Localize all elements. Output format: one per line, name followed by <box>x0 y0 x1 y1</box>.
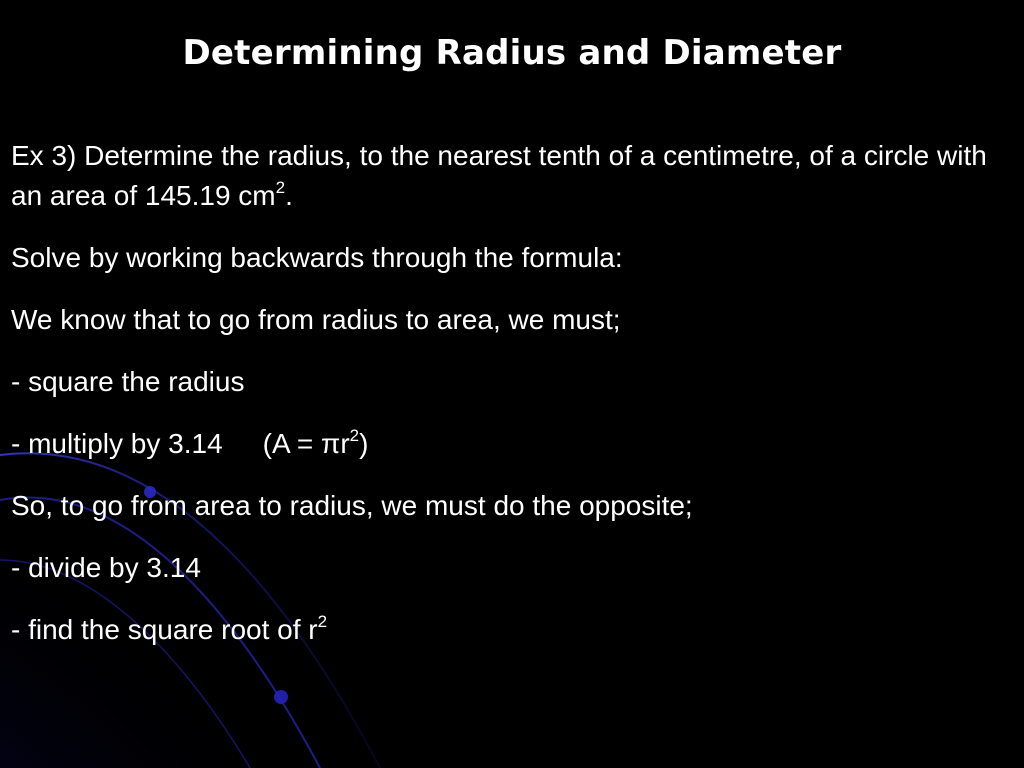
area-to-radius-intro: So, to go from area to radius, we must do the opposite; <box>11 490 693 521</box>
area-formula-close: ) <box>359 428 369 459</box>
step-square-radius: - square the radius <box>11 366 245 397</box>
step-multiply-text: - multiply by 3.14 <box>11 428 223 459</box>
area-formula-superscript: 2 <box>349 425 360 445</box>
square-root-superscript: 2 <box>317 611 328 631</box>
slide-title: Determining Radius and Diameter <box>182 33 842 73</box>
step-divide: - divide by 3.14 <box>11 552 201 583</box>
example-suffix: . <box>285 180 293 211</box>
area-formula: (A = πr <box>262 428 350 459</box>
accent-dot-2 <box>274 690 288 704</box>
step-square-root <box>11 610 1021 650</box>
step-multiply <box>11 424 1021 464</box>
radius-to-area-intro: We know that to go from radius to area, we must; <box>11 304 621 335</box>
example-text: Ex 3) Determine the radius, to the nearest tenth of a centimetre, of a circle with an area of 145.19 cm <box>11 140 987 211</box>
solve-instruction: Solve by working backwards through the formula: <box>11 242 623 273</box>
step-square-root-text: - find the square root of r <box>11 614 318 645</box>
example-superscript: 2 <box>275 177 286 197</box>
example-statement <box>11 136 1021 216</box>
slide-body <box>11 136 1021 672</box>
